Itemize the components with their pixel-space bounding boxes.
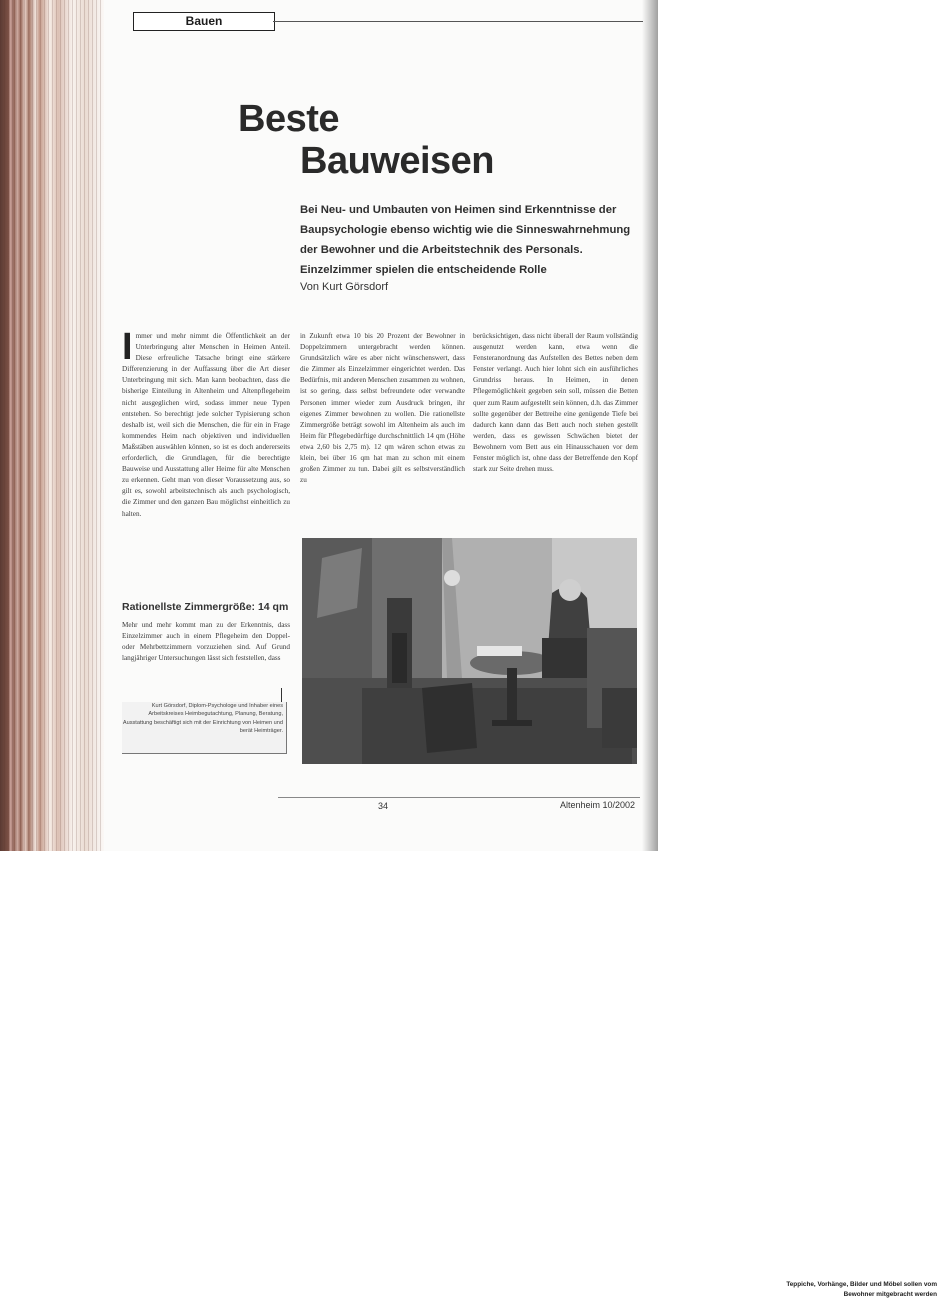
author-note: Kurt Görsdorf, Diplom-Psychologe und Inhaber eines Arbeitskreises Heimbegutachtung, Planung, Beratung, Ausstattung beschäftigt sich mit der Einrichtung von Heimen und berät Heimträger.: [122, 702, 287, 754]
body-column-1: [122, 326, 290, 520]
footer-rule: [278, 797, 640, 798]
publication-info: Altenheim 10/2002: [560, 800, 636, 810]
photo-caption: Teppiche, Vorhänge, Bilder und Möbel sollen vom Bewohner mitgebracht werden: [772, 1278, 940, 1302]
drop-cap: I: [122, 326, 133, 368]
headline-line-1: Beste: [238, 98, 339, 140]
body-column-3: berücksichtigen, dass nicht überall der Raum vollständig ausgenutzt werden kann, etwa wenn die Fensteranordnung das Aufstellen des Bettes neben dem Fenster verlangt. Auch hier lohnt sich ein ausführliches Grundriss heraus. In Heimen, in denen Pflegemöglichkeit gegeben sein soll, müssen die Betten quer zum Raum aufgestellt sein können, d.h. das Zimmer sollte gegenüber der Bettreihe eine genügende Tiefe bei dadurch kann dann das Bett auch noch stehen gestellt werden, dass es gewissen Schwächen bietet der Bewohnern vom Bett aus ein Hinausschauen vor dem Fenster möglich ist, ohne dass der Betreffende den Kopf stark zur Seite drehen muss.: [473, 332, 638, 474]
lead-paragraph: Bei Neu- und Umbauten von Heimen sind Erkenntnisse der Baupsychologie ebenso wichtig wie die Sinneswahrnehmung der Bewohner und die Arbeitstechnik des Personals. Einzelzimmer spielen die entscheidende Rolle: [300, 204, 631, 276]
subheading: Rationellste Zimmergröße: 14 qm: [122, 601, 289, 613]
page-number: 34: [378, 801, 389, 811]
page-edge-lines: [0, 0, 104, 851]
body-column-1-continued: Mehr und mehr kommt man zu der Erkenntnis, dass Einzelzimmer auch in einem Pflegeheim den Doppel- oder Mehrbettzimmern vorzuziehen sind. Auf Grund langjähriger Untersuchungen lässt sich feststellen, dass: [122, 621, 290, 663]
body-column-1-text: mmer und mehr nimmt die Öffentlichkeit an der Unterbringung alter Menschen in Heimen Anteil. Diese erfreuliche Tatsache bringt eine stärkere Differenzierung in der Auffassung über die Art dieser Unterbringung mit sich. Man kann beobachten, dass die bisherige Einteilung in Altenheim und Altenpflegeheim nicht ausgeglichen wird, sodass immer neue Typen entstehen. So berechtigt jede solcher Typisierung schon deshalb ist, weil sich die Menschen, die für ein in Frage kommendes Heim nach objektiven und individuellen Maßstäben auswählen können, so ist es doch andererseits erforderlich, die Grundlagen, für die berechtigte Bauweise und Ausstattung aller Heime für alte Menschen zu erkennen. Geht man von dieser Voraussetzung aus, so gilt es, sowohl arbeitstechnisch als auch psychologisch, die Zimmer und den ganzen Bau möglichst einheitlich zu halten.: [122, 332, 290, 518]
byline: Von Kurt Görsdorf: [300, 281, 389, 293]
headline-line-2: Bauweisen: [300, 140, 495, 182]
section-rule: [273, 21, 643, 22]
section-label: Bauen: [133, 12, 275, 31]
room-photo-illustration: [302, 538, 637, 764]
body-column-2: in Zukunft etwa 10 bis 20 Prozent der Bewohner in Doppelzimmern untergebracht werden können. Grundsätzlich wäre es aber nicht wünschenswert, dass die Zimmer als Einzelzimmer eingerichtet werden. Das Bedürfnis, mit anderen Menschen zusammen zu wohnen, ist so gering, dass selbst befreundete oder verwandte Personen immer wieder zum Ausdruck bringen, ihr eigenes Zimmer bewohnen zu wollen. Die rationellste Zimmergröße beträgt sowohl im Altenheim als auch im Heim für Pflegebedürftige durchschnittlich 14 qm (Höhe etwa 2,60 bis 2,75 m). 12 qm wären schon etwas zu klein, bei über 16 qm hat man zu schon mit einem großen Zimmer zu tun. Dabei gilt es selbstverständlich zu: [300, 332, 465, 485]
right-edge-shadow: [642, 0, 658, 851]
